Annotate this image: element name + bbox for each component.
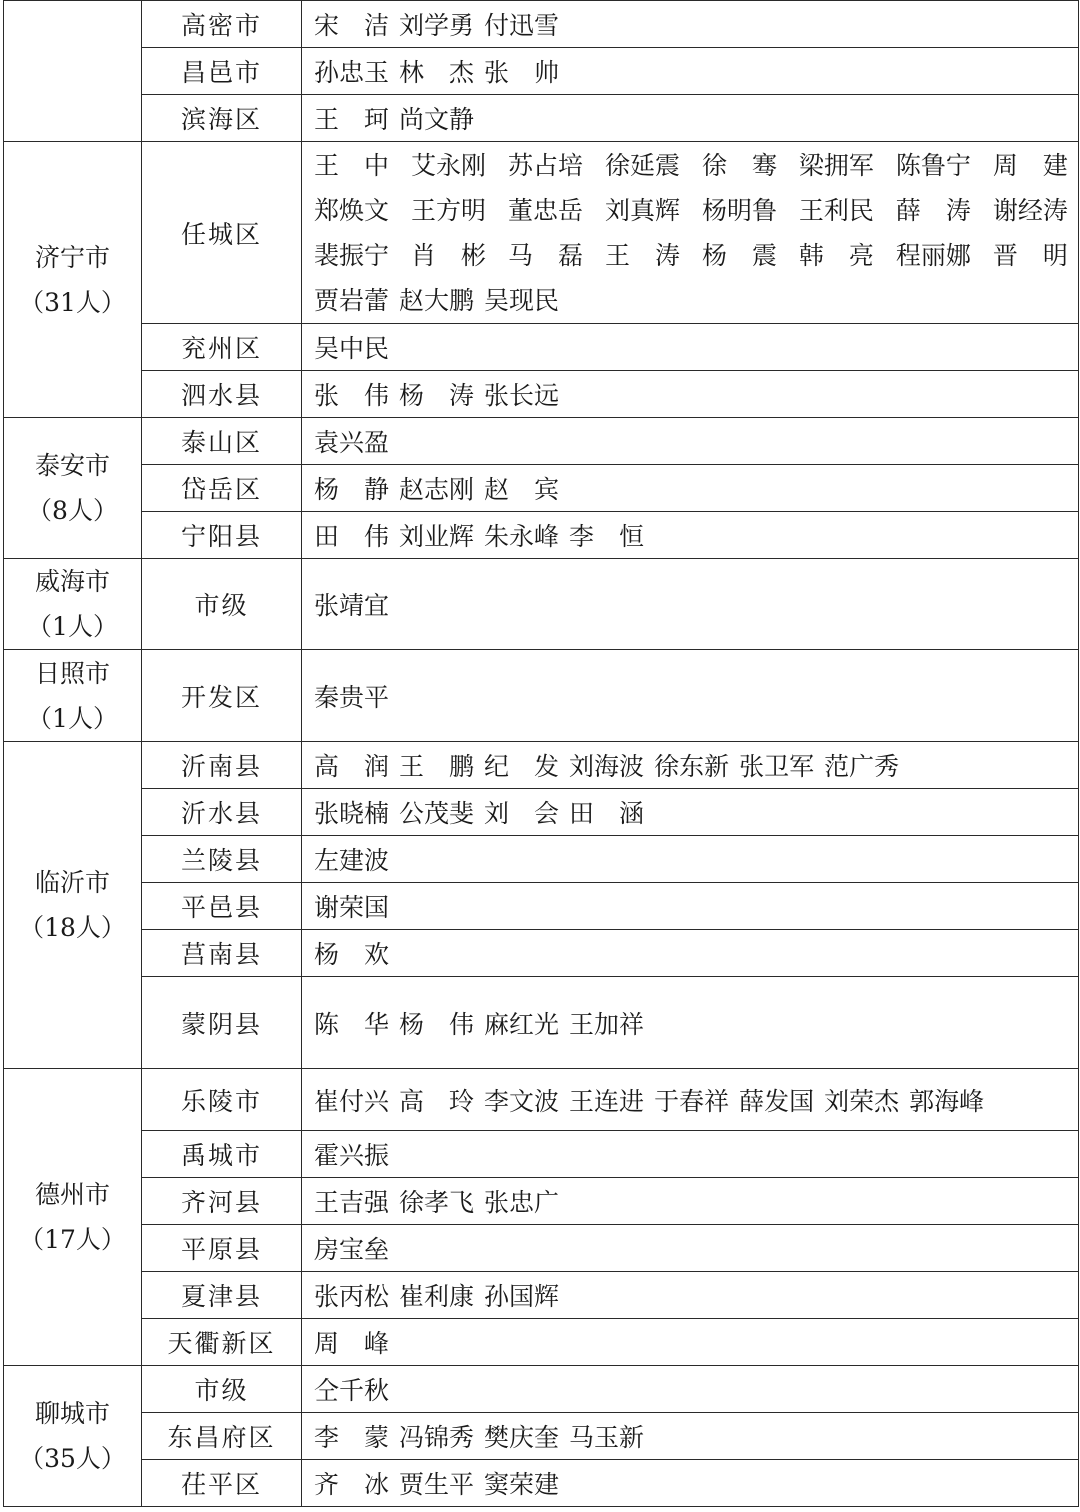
district-cell: 市级 — [142, 1366, 302, 1413]
person-name: 赵 宾 — [484, 475, 560, 504]
person-name: 薛发国 — [739, 1086, 815, 1116]
names-cell — [302, 1319, 1079, 1366]
person-name: 尚文静 — [399, 105, 475, 134]
names-cell — [302, 650, 1079, 742]
person-name: 杨 震 — [701, 240, 777, 270]
table-row — [4, 883, 1079, 930]
city-count: （8人） — [27, 496, 118, 525]
names-cell — [302, 742, 1079, 789]
district-cell: 东昌府区 — [142, 1413, 302, 1460]
table-row — [4, 1131, 1079, 1178]
names-cell — [302, 142, 1079, 324]
district-cell: 齐河县 — [142, 1178, 302, 1225]
district-cell: 沂南县 — [142, 742, 302, 789]
person-name: 刘海波 — [569, 752, 645, 781]
city-name: 日照市 — [34, 658, 110, 688]
person-name: 张靖宜 — [314, 591, 390, 620]
person-name: 于春祥 — [654, 1086, 730, 1116]
person-name: 刘 会 — [484, 799, 560, 828]
person-name: 苏占培 — [507, 150, 583, 180]
person-name: 张晓楠 — [314, 799, 390, 828]
table-row — [4, 650, 1079, 742]
person-name: 马玉新 — [569, 1423, 645, 1452]
names-line — [314, 233, 1078, 278]
names-line — [314, 143, 1078, 188]
person-name: 张卫军 — [739, 752, 815, 781]
city-name: 济宁市 — [34, 242, 110, 272]
person-name: 范广秀 — [824, 752, 900, 781]
person-name: 纪 发 — [484, 752, 560, 781]
person-name: 孙忠玉 — [314, 58, 390, 87]
city-name: 临沂市 — [34, 868, 110, 897]
city-cell — [4, 742, 142, 1069]
person-name: 秦贵平 — [314, 682, 390, 712]
person-name: 刘业辉 — [399, 522, 475, 551]
person-name: 朱永峰 — [484, 522, 560, 551]
person-name: 赵志刚 — [399, 475, 475, 504]
person-name: 王 涛 — [604, 240, 680, 270]
person-name: 田 伟 — [314, 522, 390, 551]
table-row — [4, 1366, 1079, 1413]
table-row — [4, 742, 1079, 789]
person-name: 梁拥军 — [798, 150, 874, 180]
names-cell — [302, 836, 1079, 883]
person-name: 吴中民 — [314, 334, 390, 363]
person-name: 艾永刚 — [410, 150, 486, 180]
district-cell: 泰山区 — [142, 418, 302, 465]
names-line — [314, 188, 1078, 233]
table-row — [4, 930, 1079, 977]
city-count: （17人） — [19, 1225, 126, 1254]
city-count: （31人） — [19, 287, 126, 317]
table-row — [4, 95, 1079, 142]
table-row — [4, 977, 1079, 1069]
table-row — [4, 789, 1079, 836]
person-name: 杨 伟 — [399, 1009, 475, 1039]
table-row — [4, 1413, 1079, 1460]
table-row — [4, 418, 1079, 465]
names-cell — [302, 1460, 1079, 1507]
person-name: 田 涵 — [569, 799, 645, 828]
person-name: 贾岩蕾 — [314, 285, 390, 315]
table-row — [4, 559, 1079, 650]
person-name: 肖 彬 — [410, 240, 486, 270]
person-name: 麻红光 — [484, 1009, 560, 1039]
person-name: 程丽娜 — [895, 240, 971, 270]
city-cell — [4, 418, 142, 559]
person-name: 周 峰 — [314, 1329, 390, 1358]
district-cell: 乐陵市 — [142, 1069, 302, 1131]
person-name: 李 恒 — [569, 522, 645, 551]
person-name: 刘真辉 — [604, 195, 680, 225]
city-name: 威海市 — [34, 567, 110, 596]
person-name: 冯锦秀 — [399, 1423, 475, 1452]
person-name: 王连进 — [569, 1086, 645, 1116]
city-count: （18人） — [19, 913, 126, 942]
person-name: 王 中 — [314, 150, 390, 180]
person-name: 李 蒙 — [314, 1423, 390, 1452]
table-row — [4, 48, 1079, 95]
person-name: 张长远 — [484, 381, 560, 410]
table-row — [4, 1225, 1079, 1272]
person-name: 宋 洁 — [314, 11, 390, 40]
person-name: 高 润 — [314, 752, 390, 781]
city-cell — [4, 1069, 142, 1366]
person-name: 袁兴盈 — [314, 428, 390, 457]
district-cell: 兖州区 — [142, 324, 302, 371]
person-name: 谢经涛 — [992, 195, 1068, 225]
person-name: 崔利康 — [399, 1282, 475, 1311]
city-name: 聊城市 — [34, 1399, 110, 1428]
person-name: 郭海峰 — [909, 1086, 985, 1116]
names-cell — [302, 95, 1079, 142]
names-cell — [302, 1178, 1079, 1225]
district-cell: 开发区 — [142, 650, 302, 742]
city-cell — [4, 559, 142, 650]
person-name: 杨 欢 — [314, 940, 390, 969]
district-cell: 兰陵县 — [142, 836, 302, 883]
names-cell — [302, 1225, 1079, 1272]
person-name: 张忠广 — [484, 1188, 560, 1217]
person-name: 林 杰 — [399, 58, 475, 87]
names-cell — [302, 1131, 1079, 1178]
table-row — [4, 1272, 1079, 1319]
person-name: 董忠岳 — [507, 195, 583, 225]
names-cell — [302, 1272, 1079, 1319]
table-row — [4, 512, 1079, 559]
district-cell: 夏津县 — [142, 1272, 302, 1319]
names-cell — [302, 48, 1079, 95]
district-cell: 市级 — [142, 559, 302, 650]
city-cell — [4, 1, 142, 142]
person-name: 周 建 — [992, 150, 1068, 180]
names-cell — [302, 512, 1079, 559]
district-cell: 沂水县 — [142, 789, 302, 836]
table-row — [4, 324, 1079, 371]
names-cell — [302, 930, 1079, 977]
city-count: （1人） — [27, 612, 118, 641]
person-name: 樊庆奎 — [484, 1423, 560, 1452]
names-cell — [302, 883, 1079, 930]
city-cell — [4, 1366, 142, 1507]
person-name: 徐延震 — [604, 150, 680, 180]
city-cell — [4, 142, 142, 418]
district-cell: 岱岳区 — [142, 465, 302, 512]
table-row — [4, 1460, 1079, 1507]
district-cell: 任城区 — [142, 142, 302, 324]
district-cell: 平邑县 — [142, 883, 302, 930]
names-cell — [302, 977, 1079, 1069]
person-name: 陈 华 — [314, 1009, 390, 1039]
person-name: 付迅雪 — [484, 11, 560, 40]
person-name: 公茂斐 — [399, 799, 475, 828]
names-cell — [302, 1366, 1079, 1413]
person-name: 杨 涛 — [399, 381, 475, 410]
person-name: 左建波 — [314, 846, 390, 875]
person-name: 王 珂 — [314, 105, 390, 134]
person-name: 张丙松 — [314, 1282, 390, 1311]
table-row — [4, 836, 1079, 883]
person-name: 王方明 — [410, 195, 486, 225]
names-cell — [302, 465, 1079, 512]
person-name: 王吉强 — [314, 1188, 390, 1217]
person-name: 薛 涛 — [895, 195, 971, 225]
roster-table-body — [4, 1, 1079, 1507]
district-cell: 昌邑市 — [142, 48, 302, 95]
person-name: 赵大鹏 — [399, 285, 475, 315]
person-name: 杨 静 — [314, 475, 390, 504]
names-cell — [302, 324, 1079, 371]
person-name: 贾生平 — [399, 1470, 475, 1499]
district-cell: 平原县 — [142, 1225, 302, 1272]
district-cell: 泗水县 — [142, 371, 302, 418]
person-name: 孙国辉 — [484, 1282, 560, 1311]
person-name: 窦荣建 — [484, 1470, 560, 1499]
district-cell: 滨海区 — [142, 95, 302, 142]
district-cell: 宁阳县 — [142, 512, 302, 559]
names-cell — [302, 789, 1079, 836]
table-row — [4, 1178, 1079, 1225]
person-name: 郑焕文 — [314, 195, 390, 225]
person-name: 刘荣杰 — [824, 1086, 900, 1116]
names-cell — [302, 1413, 1079, 1460]
person-name: 陈鲁宁 — [895, 150, 971, 180]
person-name: 徐孝飞 — [399, 1188, 475, 1217]
table-row — [4, 1319, 1079, 1366]
person-name: 李文波 — [484, 1086, 560, 1116]
roster-table — [3, 0, 1079, 1507]
district-cell: 天衢新区 — [142, 1319, 302, 1366]
person-name: 徐 骞 — [701, 150, 777, 180]
person-name: 韩 亮 — [798, 240, 874, 270]
district-cell: 蒙阴县 — [142, 977, 302, 1069]
person-name: 裴振宁 — [314, 240, 390, 270]
city-count: （35人） — [19, 1444, 126, 1473]
names-cell — [302, 559, 1079, 650]
person-name: 王利民 — [798, 195, 874, 225]
person-name: 吴现民 — [484, 285, 560, 315]
names-cell — [302, 418, 1079, 465]
table-row — [4, 1069, 1079, 1131]
person-name: 王 鹏 — [399, 752, 475, 781]
names-cell — [302, 371, 1079, 418]
person-name: 高 玲 — [399, 1086, 475, 1116]
person-name: 谢荣国 — [314, 893, 390, 922]
city-name: 泰安市 — [34, 451, 110, 480]
district-cell: 禹城市 — [142, 1131, 302, 1178]
person-name: 杨明鲁 — [701, 195, 777, 225]
person-name: 张 伟 — [314, 381, 390, 410]
city-name: 德州市 — [34, 1180, 110, 1209]
person-name: 晋 明 — [992, 240, 1068, 270]
person-name: 徐东新 — [654, 752, 730, 781]
district-cell: 莒南县 — [142, 930, 302, 977]
person-name: 王加祥 — [569, 1009, 645, 1039]
person-name: 霍兴振 — [314, 1141, 390, 1170]
names-cell — [302, 1, 1079, 48]
person-name: 齐 冰 — [314, 1470, 390, 1499]
person-name: 房宝垒 — [314, 1235, 390, 1264]
person-name: 刘学勇 — [399, 11, 475, 40]
table-row — [4, 465, 1079, 512]
names-cell — [302, 1069, 1079, 1131]
person-name: 张 帅 — [484, 58, 560, 87]
person-name: 仝千秋 — [314, 1376, 390, 1405]
person-name: 崔付兴 — [314, 1086, 390, 1116]
district-cell: 茌平区 — [142, 1460, 302, 1507]
table-row — [4, 371, 1079, 418]
city-cell — [4, 650, 142, 742]
city-count: （1人） — [27, 703, 118, 733]
table-row — [4, 1, 1079, 48]
table-row — [4, 142, 1079, 324]
names-line — [314, 278, 1078, 323]
person-name: 马 磊 — [507, 240, 583, 270]
district-cell: 高密市 — [142, 1, 302, 48]
